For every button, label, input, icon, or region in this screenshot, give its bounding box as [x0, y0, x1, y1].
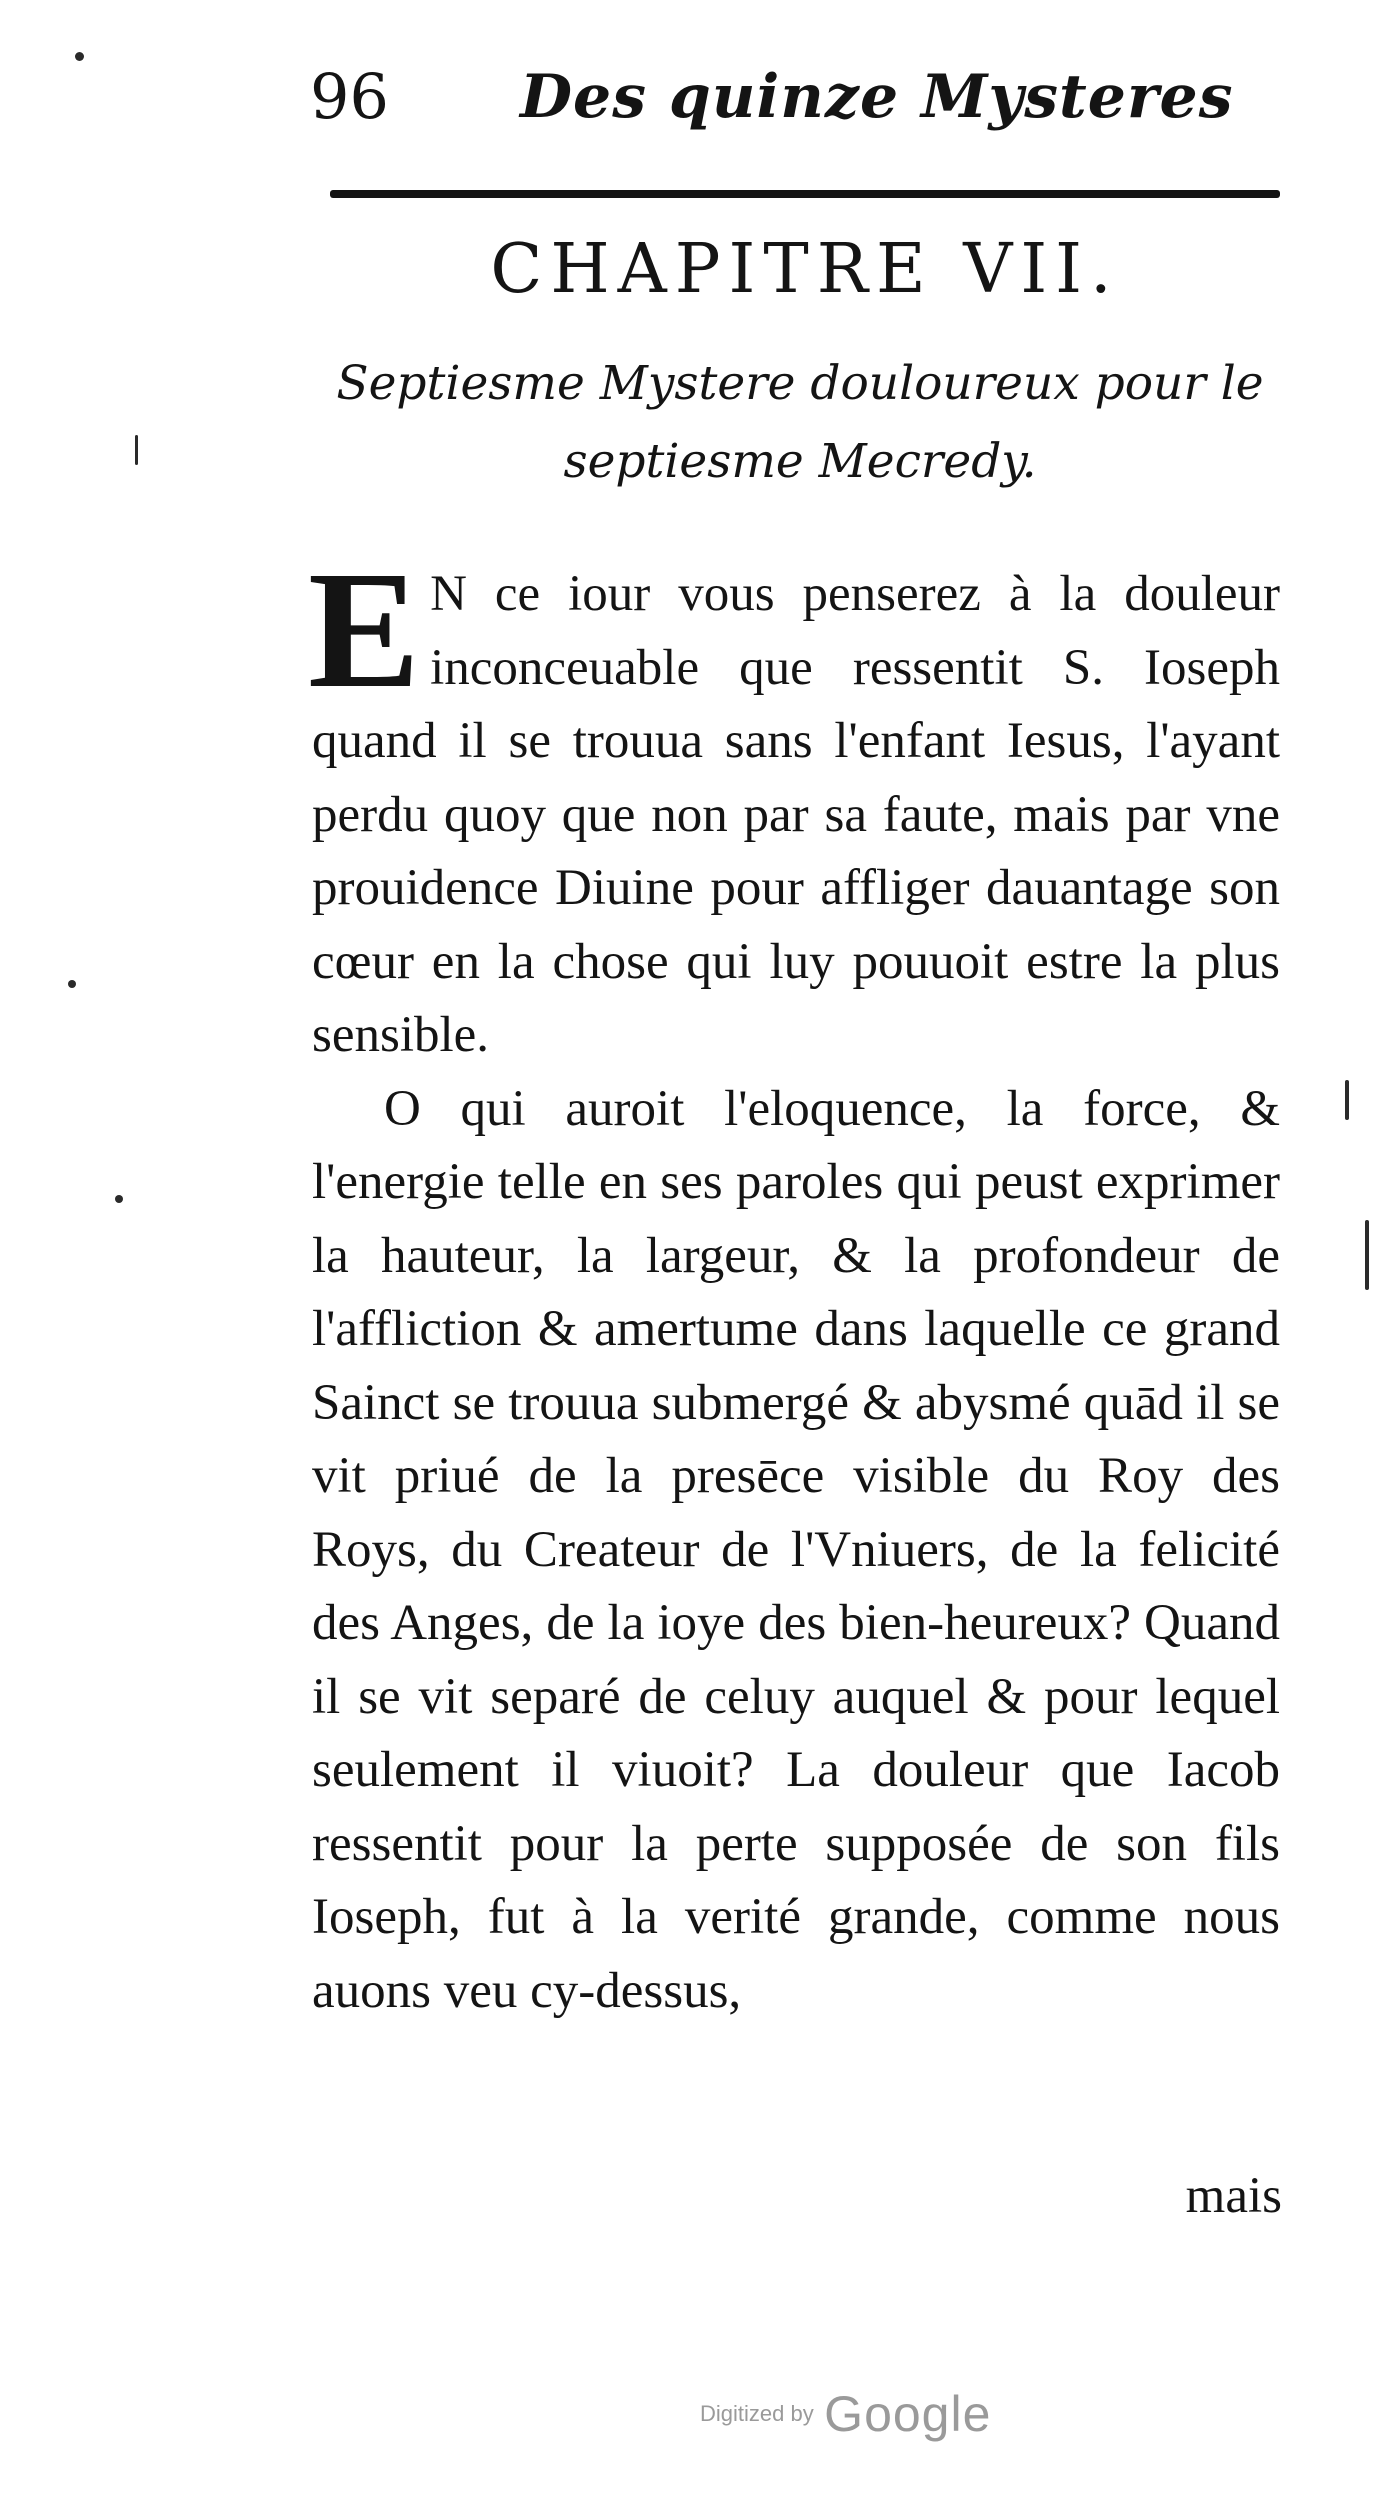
chapter-title: CHAPITRE VII.: [490, 230, 1120, 309]
catchword: mais: [1185, 2168, 1282, 2224]
paragraph-1-text: N ce iour vous penserez à la douleur inconceuable que ressentit S. Ioseph quand il se trouua sans l'enfant Iesus, l'ayant perdu quoy que non par sa faute, mais par vne prouidence Diuine pour affliger dauantage son cœur en la chose qui luy pouuoit estre la plus sensible.: [312, 566, 1280, 1063]
scan-speck: [135, 435, 138, 465]
scan-speck: [1365, 1220, 1369, 1290]
running-title: Des quinze Mysteres: [520, 62, 1234, 132]
paragraph-2: O qui auroit l'eloquence, la force, & l'energie telle en ses paroles qui peust exprimer la hauteur, la largeur, & la profondeur de l'affliction & amertume dans laquelle ce grand Sainct se trouua submergé & abysmé quād il se vit priué de la presēce visible du Roy des Roys, du Createur de l'Vniuers, de la felicité des Anges, de la ioye des bien-heureux? Quand il se vit separé de celuy auquel & pour lequel seulement il viuoit? La douleur que Iacob ressentit pour la perte supposée de son fils Ioseph, fut à la verité grande, comme nous auons veu cy-dessus,: [312, 1080, 1280, 2019]
running-head: [310, 52, 1290, 142]
scan-speck: [68, 980, 76, 988]
chapter-subtitle: [315, 345, 1285, 501]
body-text: [308, 537, 1280, 2028]
google-logo: Google: [824, 2386, 992, 2442]
page-number: 96: [310, 60, 389, 133]
paragraph-1: [308, 537, 1280, 1073]
digitized-by-label: Digitized by: [700, 2401, 814, 2426]
scan-speck: [1345, 1080, 1349, 1120]
scan-speck: [75, 52, 84, 61]
drop-cap: E: [308, 537, 421, 723]
subtitle-line-1: Septiesme Mystere douloureux pour le: [336, 356, 1264, 411]
header-rule: [330, 190, 1280, 198]
subtitle-line-2: septiesme Mecredy.: [563, 434, 1037, 489]
scan-speck: [115, 1195, 123, 1203]
digitized-watermark: [700, 2385, 991, 2443]
